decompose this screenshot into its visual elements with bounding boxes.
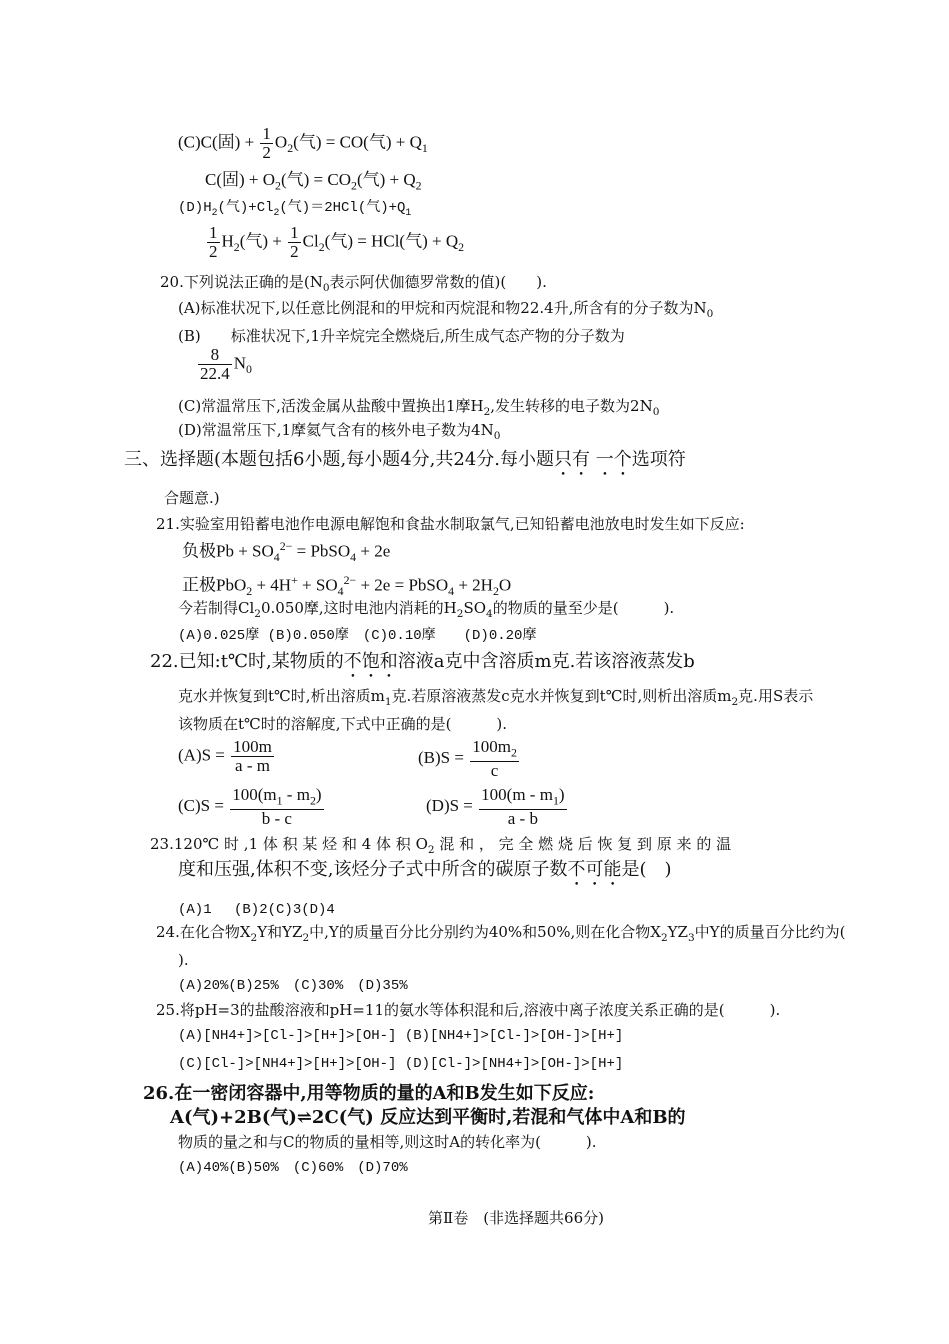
section-3-heading-cont: 合题意.) [164,489,220,507]
q24-line2: ). [178,951,189,969]
q19-d-line2: $\frac{1}{2}$ $H_2$(气) + $\frac{1}{2}$ $Cl_2$(气) = HCl(气) + $Q_2$ [209,223,465,261]
q20-option-a: (A)标准状况下,以任意比例混和的甲烷和丙烷混和物22.4升,所含有的分子数为$N_0$ [178,299,714,320]
q24-line1: 24.在化合物$X_2Y$和$YZ_2$中,Y的质量百分比分别约为40%和50%,则在化合物$X_2YZ_3$中Y的质量百分比约为( [156,923,846,944]
q20-option-c: (C)常温常压下,活泼金属从盐酸中置换出1摩$H_2$,发生转移的电子数为$2N_0$ [178,397,660,418]
q19-c-line2: C(固) + $O_2$(气) = $CO_2$(气) + $Q_2$ [205,170,422,193]
q19-c-line1: (C)C(固) + $\frac{1}{2}$ $O_2$(气) = CO(气) + $Q_1$ [178,124,428,162]
q26-options: (A)40%(B)50% (C)60% (D)70% [178,1160,408,1176]
q22-line2: 克水并恢复到t℃时,析出溶质$m_1$克.若原溶液蒸发c克水并恢复到t℃时,则析出溶质$m_2$克.用S表示 [178,687,814,708]
q23-line1: 23.120℃ 时 ,1 体 积 某 烃 和 4 体 积 $O_2$ 混 和 ， 完 全 燃 烧 后 恢 复 到 原 来 的 温 [150,835,732,856]
q26-line1: 26.在一密闭容器中,用等物质的量的A和B发生如下反应: [143,1083,595,1104]
q26-line3: 物质的量之和与C的物质的量相等,则这时A的转化率为( ). [178,1133,597,1151]
q24-options: (A)20%(B)25% (C)30% (D)35% [178,978,408,994]
q21-stem: 21.实验室用铅蓄电池作电源电解饱和食盐水制取氯气,已知铅蓄电池放电时发生如下反应: [156,515,745,533]
section-2-footer: 第Ⅱ卷 (非选择题共66分) [428,1209,604,1227]
q21-positive-electrode: 正极$PbO_2 + 4H^+ + SO_4^{2-} + 2e$ = PbSO$_4$ + $2H_2O$ [182,573,512,599]
q20-option-b: (B) 标准状况下,1升辛烷完全燃烧后,所生成气态产物的分子数为 [178,327,625,345]
q21-options: (A)0.025摩 (B)0.050摩 (C)0.10摩 (D)0.20摩 [178,628,537,644]
q22-stem: 22.已知:t℃时,某物质的不饱和溶液a克中含溶质m克.若该溶液蒸发b [150,651,695,672]
q25-stem: 25.将pH=3的盐酸溶液和pH=11的氨水等体积混和后,溶液中离子浓度关系正确的是( ). [156,1001,781,1019]
q21-negative-electrode: 负极$Pb + SO_4^{2-}$ = PbSO$_4$ + 2e [182,539,391,565]
q22-option-a: (A)S = $\frac{100m}{a - m}$ [178,737,272,775]
q21-question: 今若制得$Cl_20.050$摩,这时电池内消耗的$H_2SO_4$的物质的量至少是( ). [178,599,675,620]
q20-option-d: (D)常温常压下,1摩氦气含有的核外电子数为$4N_0$ [178,421,501,442]
q20-option-b-fraction: $\frac{8}{22.4}$ $N_0$ [200,345,252,383]
q19-d-line1: $(D)H_2$(气)$+Cl_2$(气)＝2HCl(气)$+Q_1$ [178,200,412,218]
q23-options: (A)1 (B)2(C)3(D)4 [178,902,335,918]
q22-line3: 该物质在t℃时的溶解度,下式中正确的是( ). [178,715,508,733]
q20-stem: 20.下列说法正确的是($N_0$表示阿伏伽德罗常数的值)( ). [160,273,547,294]
q23-line2: 度和压强,体积不变,该烃分子式中所含的碳原子数不可能是( ) [178,859,672,880]
q22-option-d: (D)S = $\frac{100(m - m_1)}{a - b}$ [426,785,565,829]
q25-options-cd: (C)[Cl-]>[NH4+]>[H+]>[OH-] (D)[Cl-]>[NH4+]>[OH-]>[H+] [178,1056,624,1072]
section-3-heading: 三、选择题(本题包括6小题,每小题4分,共24分.每小题只有 一个选项符 [124,449,686,470]
q25-options-ab: (A)[NH4+]>[Cl-]>[H+]>[OH-] (B)[NH4+]>[Cl-]>[OH-]>[H+] [178,1028,624,1044]
q22-option-c: (C)S = $\frac{100(m_1 - m_2)}{b - c}$ [178,785,322,829]
q26-line2: A(气)+2B(气)⇌2C(气) 反应达到平衡时,若混和气体中A和B的 [170,1107,686,1128]
q22-option-b: (B)S = $\frac{100m_2}{c}$ [418,737,517,781]
